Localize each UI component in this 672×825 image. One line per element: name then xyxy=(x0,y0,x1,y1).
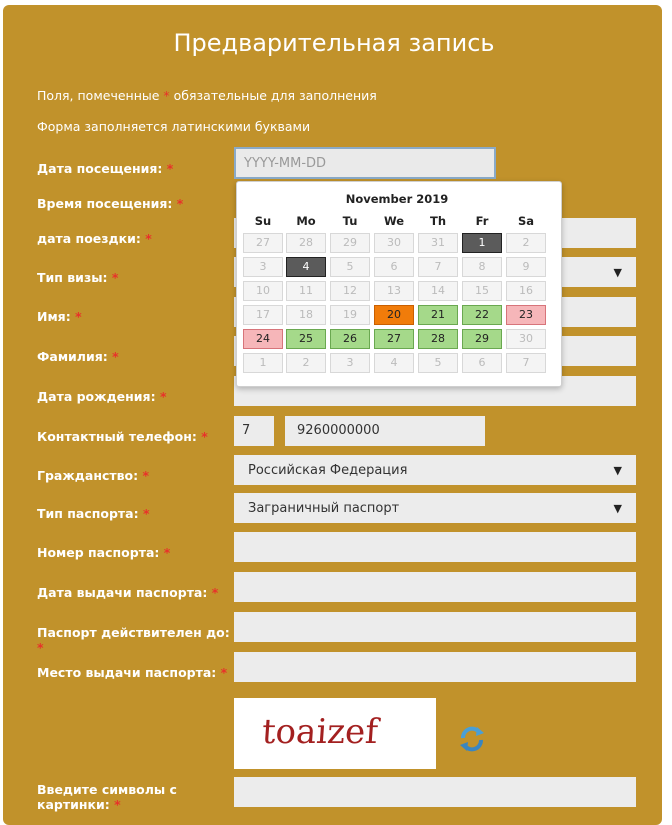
passport-valid-until-input[interactable] xyxy=(234,612,636,642)
calendar-day: 2 xyxy=(286,353,326,373)
calendar-day: 12 xyxy=(330,281,370,301)
chevron-down-icon: ▼ xyxy=(613,265,622,279)
calendar-day: 3 xyxy=(243,257,283,277)
calendar-day[interactable]: 22 xyxy=(462,305,502,325)
calendar-day[interactable]: 28 xyxy=(418,329,458,349)
calendar-day[interactable]: 26 xyxy=(330,329,370,349)
calendar-day: 10 xyxy=(243,281,283,301)
calendar-day: 13 xyxy=(374,281,414,301)
calendar-day: 16 xyxy=(506,281,546,301)
page-title: Предварительная запись xyxy=(173,29,495,57)
captcha-input[interactable] xyxy=(234,777,636,807)
refresh-icon[interactable] xyxy=(457,724,487,754)
passport-issue-place-input[interactable] xyxy=(234,652,636,682)
calendar-day[interactable]: 23 xyxy=(506,305,546,325)
passport-type-select[interactable]: Заграничный паспорт ▼ xyxy=(234,493,636,523)
calendar-day[interactable]: 20 xyxy=(374,305,414,325)
weekday-header: We xyxy=(383,214,405,228)
passport-issue-date-label: Дата выдачи паспорта: * xyxy=(37,585,219,600)
calendar-day: 29 xyxy=(330,233,370,253)
captcha-image xyxy=(234,698,436,769)
citizenship-label: Гражданство: * xyxy=(37,468,150,483)
calendar-day: 6 xyxy=(462,353,502,373)
calendar-month-title: November 2019 xyxy=(345,192,449,206)
weekday-header: Fr xyxy=(475,214,489,228)
visit-date-label: Дата посещения: * xyxy=(37,161,174,176)
calendar-day: 30 xyxy=(374,233,414,253)
calendar-day: 7 xyxy=(418,257,458,277)
calendar-day: 2 xyxy=(506,233,546,253)
calendar-day[interactable]: 29 xyxy=(462,329,502,349)
calendar-day[interactable]: 21 xyxy=(418,305,458,325)
weekday-header: Tu xyxy=(342,214,358,228)
calendar-day: 11 xyxy=(286,281,326,301)
weekday-header: Mo xyxy=(296,214,316,228)
calendar-day: 1 xyxy=(462,233,502,253)
calendar-day: 4 xyxy=(374,353,414,373)
surname-label: Фамилия: * xyxy=(37,349,119,364)
phone-code-input[interactable]: 7 xyxy=(234,416,274,446)
passport-issue-date-input[interactable] xyxy=(234,572,636,602)
calendar-day[interactable]: 25 xyxy=(286,329,326,349)
chevron-down-icon: ▼ xyxy=(613,463,622,477)
weekday-header: Th xyxy=(429,214,447,228)
latin-letters-note: Форма заполняется латинскими буквами xyxy=(37,119,311,134)
phone-number-input[interactable]: 9260000000 xyxy=(285,416,485,446)
calendar-day: 28 xyxy=(286,233,326,253)
calendar-day: 30 xyxy=(506,329,546,349)
phone-label: Контактный телефон: * xyxy=(37,429,208,444)
citizenship-select[interactable]: Российская Федерация ▼ xyxy=(234,455,636,485)
passport-valid-until-label: Паспорт действителен до: * xyxy=(37,625,230,655)
visit-time-label: Время посещения: * xyxy=(37,196,184,211)
visa-type-label: Тип визы: * xyxy=(37,270,119,285)
calendar-day[interactable]: 24 xyxy=(243,329,283,349)
passport-number-label: Номер паспорта: * xyxy=(37,545,171,560)
birth-date-label: Дата рождения: * xyxy=(37,389,167,404)
calendar-day: 17 xyxy=(243,305,283,325)
calendar-day: 7 xyxy=(506,353,546,373)
calendar-day[interactable]: 27 xyxy=(374,329,414,349)
calendar-day: 19 xyxy=(330,305,370,325)
calendar-day: 18 xyxy=(286,305,326,325)
trip-date-label: дата поездки: * xyxy=(37,231,152,246)
date-picker-popup xyxy=(236,181,562,387)
calendar-day: 27 xyxy=(243,233,283,253)
calendar-day: 15 xyxy=(462,281,502,301)
captcha-text: toaizef xyxy=(260,712,380,752)
calendar-day: 5 xyxy=(330,257,370,277)
calendar-day: 5 xyxy=(418,353,458,373)
calendar-day: 9 xyxy=(506,257,546,277)
passport-issue-place-label: Место выдачи паспорта: * xyxy=(37,665,228,680)
calendar-day: 6 xyxy=(374,257,414,277)
calendar-day: 14 xyxy=(418,281,458,301)
calendar-day: 31 xyxy=(418,233,458,253)
name-label: Имя: * xyxy=(37,309,82,324)
visit-date-input[interactable] xyxy=(234,147,496,179)
chevron-down-icon: ▼ xyxy=(613,501,622,515)
captcha-label: Введите символы с картинки: * xyxy=(37,782,177,812)
calendar-day: 1 xyxy=(243,353,283,373)
calendar-day: 4 xyxy=(286,257,326,277)
passport-type-label: Тип паспорта: * xyxy=(37,506,150,521)
calendar-day: 3 xyxy=(330,353,370,373)
passport-number-input[interactable] xyxy=(234,532,636,562)
required-fields-note: Поля, помеченные * обязательные для заполнения xyxy=(37,88,377,103)
calendar-day: 8 xyxy=(462,257,502,277)
weekday-header: Su xyxy=(254,214,272,228)
weekday-header: Sa xyxy=(517,214,535,228)
